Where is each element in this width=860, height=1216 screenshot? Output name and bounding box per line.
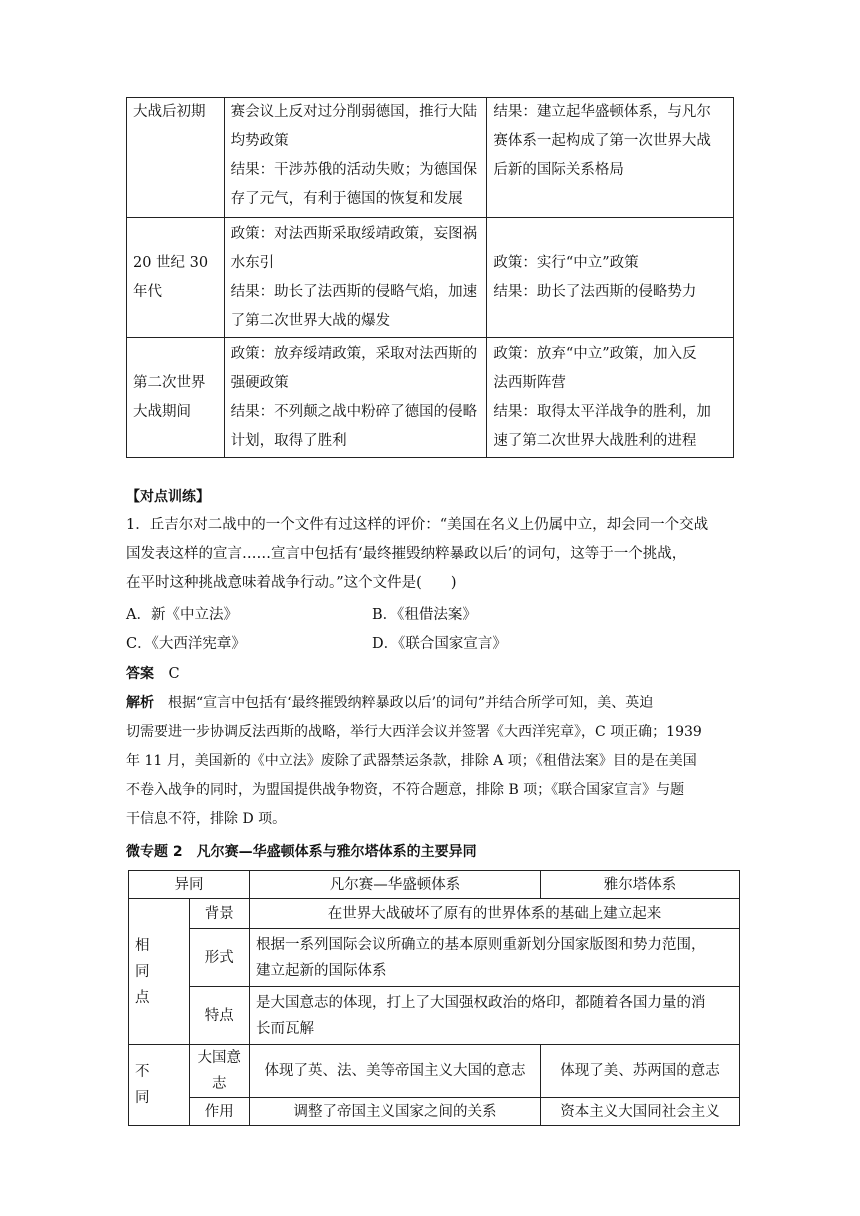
britain-france-cell: 政策：放弃绥靖政策，采取对法西斯的 强硬政策 结果：不列颠之战中粉碎了德国的侵略 计划，取得了胜利 <box>224 338 487 458</box>
answer-value: C <box>168 666 180 682</box>
header-cell: 凡尔赛—华盛顿体系 <box>250 871 541 899</box>
content-cell: 是大国意志的体现，打上了大国强权政治的烙印，都随着各国力量的消 长而瓦解 <box>250 987 740 1045</box>
question-1: 1．丘吉尔对二战中的一个文件有过这样的评价：“美国在名义上仍属中立，却会同一个交战 国发表这样的宣言……宣言中包括有‘最终摧毁纳粹暴政以后’的词句，这等于一个挑战， 在平时这种挑战意味着战争行动。”这个文件是( ) <box>126 517 709 591</box>
table-row <box>129 929 740 987</box>
item-cell: 形式 <box>189 929 250 987</box>
table-row <box>129 1045 740 1098</box>
practice-heading: 【对点训练】 <box>126 489 210 505</box>
item-cell: 大国意志 <box>189 1045 250 1098</box>
versailles-cell: 调整了帝国主义国家之间的关系 <box>250 1098 541 1126</box>
table-row <box>129 987 740 1045</box>
option-d: D．《联合国家宣言》 <box>372 636 507 652</box>
yalta-cell: 资本主义大国同社会主义 <box>541 1098 740 1126</box>
same-points-label: 相 同 点 <box>129 899 190 1045</box>
option-b: B．《租借法案》 <box>372 607 477 623</box>
comparison-table-continued <box>126 97 734 458</box>
britain-france-cell: 政策：对法西斯采取绥靖政策，妄图祸 水东引 结果：助长了法西斯的侵略气焰，加速 了第二次世界大战的爆发 <box>224 218 487 338</box>
yalta-cell: 体现了美、苏两国的意志 <box>541 1045 740 1098</box>
table-row <box>129 899 740 929</box>
table-header-row <box>129 871 740 899</box>
table-row <box>127 98 734 218</box>
topic2-title: 微专题 2 凡尔赛—华盛顿体系与雅尔塔体系的主要异同 <box>126 844 477 860</box>
item-cell: 背景 <box>189 899 250 929</box>
answer-label: 答案 <box>126 666 154 682</box>
systems-comparison-table <box>128 870 740 1126</box>
answer-line <box>126 660 736 689</box>
period-cell: 第二次世界 大战期间 <box>127 338 225 458</box>
table-row <box>129 1098 740 1126</box>
britain-france-cell: 赛会议上反对过分削弱德国，推行大陆 均势政策 结果：干涉苏俄的活动失败；为德国保 存了元气，有利于德国的恢复和发展 <box>224 98 487 218</box>
item-cell: 特点 <box>189 987 250 1045</box>
table-row <box>127 218 734 338</box>
usa-cell: 政策：实行“中立”政策 结果：助长了法西斯的侵略势力 <box>487 218 734 338</box>
option-a: A．新《中立法》 <box>126 607 238 623</box>
analysis-block: 解析 根据“宣言中包括有‘最终摧毁纳粹暴政以后’的词句”并结合所学可知，美、英迫 切需要进一步协调反法西斯的战略，举行大西洋会议并签署《大西洋宪章》，C 项正确；1939 年 11 月，美国新的《中立法》废除了武器禁运条款，排除 A 项；《租借法案》目的是在美国 不卷入战争的同时，为盟国提供战争物资，不符合题意，排除 B 项；《联合国家宣言》与题 干信息不符，排除 D 项。 <box>126 695 702 827</box>
analysis-label: 解析 <box>126 695 154 711</box>
option-c: C．《大西洋宪章》 <box>126 636 246 652</box>
diff-points-label: 不 同 <box>129 1045 190 1126</box>
period-cell: 20 世纪 30 年代 <box>127 218 225 338</box>
versailles-cell: 体现了英、法、美等帝国主义大国的意志 <box>250 1045 541 1098</box>
usa-cell: 政策：放弃“中立”政策，加入反 法西斯阵营 结果：取得太平洋战争的胜利，加 速了第二次世界大战胜利的进程 <box>487 338 734 458</box>
content-cell: 在世界大战破坏了原有的世界体系的基础上建立起来 <box>250 899 740 929</box>
period-cell: 大战后初期 <box>127 98 225 218</box>
table-row <box>127 338 734 458</box>
item-cell: 作用 <box>189 1098 250 1126</box>
usa-cell: 结果：建立起华盛顿体系，与凡尔 赛体系一起构成了第一次世界大战 后新的国际关系格局 <box>487 98 734 218</box>
header-cell: 雅尔塔体系 <box>541 871 740 899</box>
content-cell: 根据一系列国际会议所确立的基本原则重新划分国家版图和势力范围， 建立起新的国际体系 <box>250 929 740 987</box>
header-cell: 异同 <box>129 871 250 899</box>
